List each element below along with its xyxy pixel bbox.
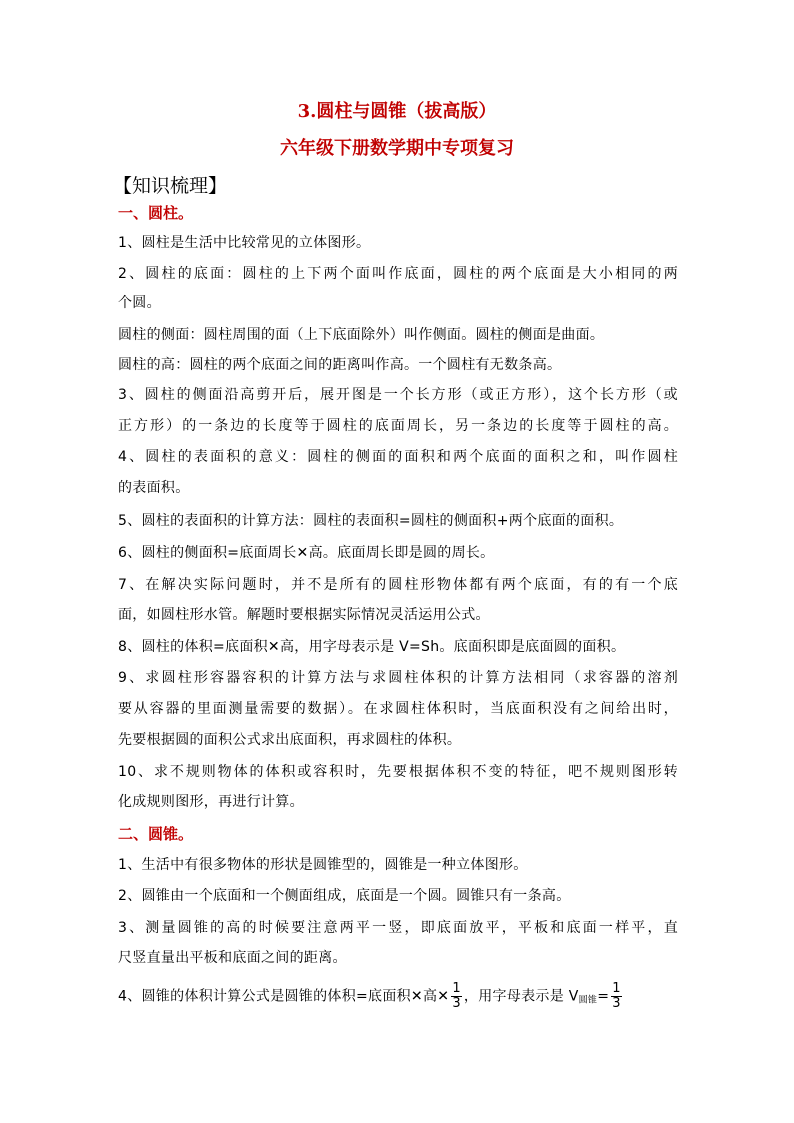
paragraph-line: 2、圆锥由一个底面和一个侧面组成，底面是一个圆。圆锥只有一条高。 [118, 888, 571, 904]
formula-middle: ，用字母表示是 V [463, 988, 579, 1005]
fraction-denominator: 3 [612, 996, 621, 1011]
paragraph-line: 圆柱的侧面：圆柱周围的面（上下底面除外）叫作侧面。圆柱的侧面是曲面。 [118, 327, 605, 343]
fraction-numerator: 1 [612, 981, 621, 996]
part2-heading: 二、圆锥。 [118, 825, 194, 843]
page-subtitle: 六年级下册数学期中专项复习 [280, 138, 514, 159]
paragraph-line: 1、生活中有很多物体的形状是圆锥型的，圆锥是一种立体图形。 [118, 857, 528, 873]
paragraph-line: 7、在解决实际问题时，并不是所有的圆柱形物体都有两个底面，有的有一个底 [118, 577, 678, 593]
paragraph-line: 正方形）的一条边的长度等于圆柱的底面周长，另一条边的长度等于圆柱的高。 [118, 418, 678, 434]
paragraph-line: 个圆。 [118, 295, 161, 311]
formula-prefix: 4、圆锥的体积计算公式是圆锥的体积=底面积✕高✕ [118, 988, 450, 1005]
fraction-one-third [611, 982, 622, 1011]
fraction-denominator: 3 [452, 996, 461, 1011]
paragraph-line: 2、圆柱的底面：圆柱的上下两个面叫作底面，圆柱的两个底面是大小相同的两 [118, 266, 678, 282]
paragraph-line: 9、求圆柱形容器容积的计算方法与求圆柱体积的计算方法相同（求容器的溶剂 [118, 670, 678, 686]
paragraph-line: 6、圆柱的侧面积=底面周长✕高。底面周长即是圆的周长。 [118, 545, 495, 561]
formula-line [118, 982, 678, 1011]
fraction-numerator: 1 [452, 981, 461, 996]
paragraph-line: 4、圆柱的表面积的意义：圆柱的侧面的面积和两个底面的面积之和，叫作圆柱 [118, 449, 678, 465]
paragraph-line: 要从容器的里面测量需要的数据）。在求圆柱体积时，当底面积没有之间给出时， [118, 701, 678, 717]
formula-subscript: 圆锥 [578, 995, 598, 1006]
paragraph-line: 5、圆柱的表面积的计算方法：圆柱的表面积=圆柱的侧面积+两个底面的面积。 [118, 513, 624, 529]
formula-equals: = [597, 988, 610, 1005]
paragraph-line: 3、测量圆锥的高的时候要注意两平一竖，即底面放平，平板和底面一样平，直 [118, 920, 678, 936]
paragraph-line: 面，如圆柱形水管。解题时要根据实际情况灵活运用公式。 [118, 607, 490, 623]
paragraph-line: 3、圆柱的侧面沿高剪开后，展开图是一个长方形（或正方形），这个长方形（或 [118, 387, 678, 403]
section-label: 【知识梳理】 [113, 175, 228, 197]
paragraph-line: 10、求不规则物体的体积或容积时，先要根据体积不变的特征，吧不规则图形转 [118, 764, 678, 780]
paragraph-line: 先要根据圆的面积公式求出底面积，再求圆柱的体积。 [118, 732, 462, 748]
paragraph-line: 1、圆柱是生活中比较常见的立体图形。 [118, 235, 371, 251]
paragraph-line: 的表面积。 [118, 480, 190, 496]
paragraph-line: 化成规则图形，再进行计算。 [118, 794, 304, 810]
part1-heading: 一、圆柱。 [118, 204, 194, 222]
paragraph-line: 8、圆柱的体积=底面积✕高，用字母表示是 V=Sh。底面积即是底面圆的面积。 [118, 639, 626, 655]
page-title: 3.圆柱与圆锥（拔高版） [297, 101, 497, 122]
paragraph-line: 尺竖直量出平板和底面之间的距离。 [118, 950, 347, 966]
fraction-one-third [451, 982, 462, 1011]
paragraph-line: 圆柱的高：圆柱的两个底面之间的距离叫作高。一个圆柱有无数条高。 [118, 357, 562, 373]
